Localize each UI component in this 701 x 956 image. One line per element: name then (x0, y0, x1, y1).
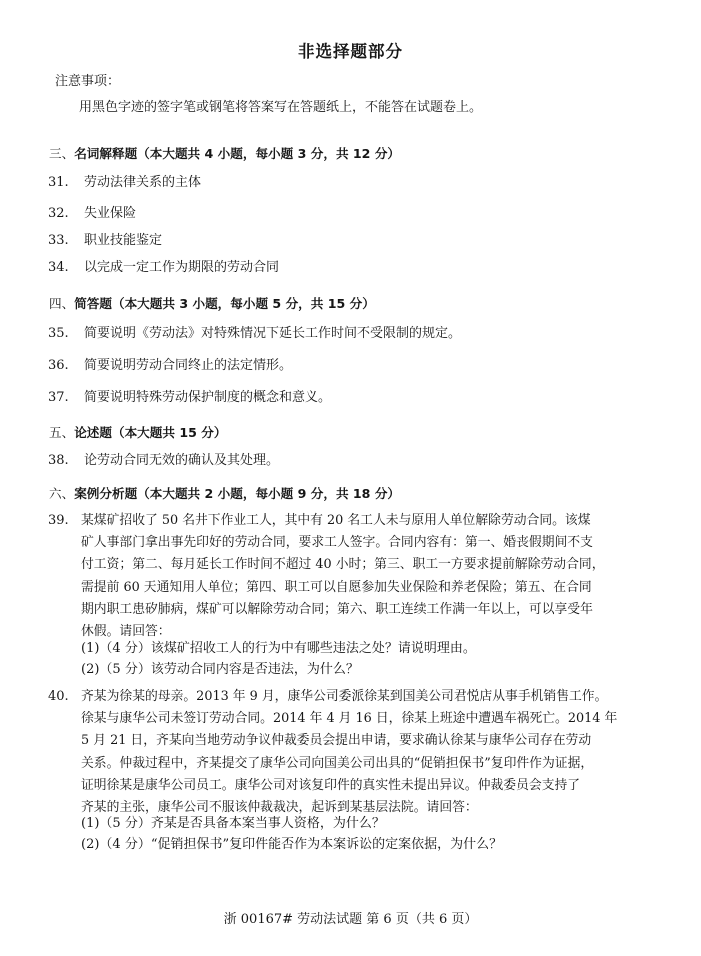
question-39-sub-1: (1)（4 分）该煤矿招收工人的行为中有哪些违法之处？请说明理由。 (81, 641, 476, 656)
case-line: 某煤矿招收了 50 名井下作业工人，其中有 20 名工人未与原用人单位解除劳动合同。该煤 (81, 513, 591, 528)
question-37 (48, 390, 331, 406)
case-line: 5 月 21 日，齐某向当地劳动争议仲裁委员会提出申请，要求确认徐某与康华公司存在劳动 (81, 733, 592, 749)
question-number: 36. (48, 358, 69, 373)
question-32 (48, 206, 136, 222)
question-text: 论劳动合同无效的确认及其处理。 (84, 453, 280, 468)
question-number: 38. (48, 453, 69, 468)
section-6-heading (49, 486, 400, 502)
section-info: （本大题共 2 小题，每小题 9 分，共 18 分） (137, 486, 401, 501)
section-name: 简答题 (74, 296, 112, 311)
page-footer: 浙 00167# 劳动法试题 第 6 页（共 6 页） (223, 912, 478, 927)
question-34 (48, 260, 279, 276)
question-number: 34. (48, 260, 69, 275)
question-text: 职业技能鉴定 (84, 233, 163, 248)
question-text: 以完成一定工作为期限的劳动合同 (84, 260, 280, 275)
section-info: （本大题共 4 小题，每小题 3 分，共 12 分） (137, 146, 401, 161)
notes-text: 用黑色字迹的签字笔或钢笔将答案写在答题纸上，不能答在试题卷上。 (79, 100, 483, 115)
question-number: 37. (48, 390, 69, 405)
question-number: 31. (48, 175, 69, 190)
section-number: 四、 (49, 296, 75, 311)
case-line: 付工资；第二、每月延长工作时间不超过 40 小时；第三、职工一方要求提前解除劳动合同， (81, 557, 605, 573)
question-31 (48, 175, 201, 191)
question-text: 简要说明劳动合同终止的法定情形。 (84, 358, 293, 373)
question-text: 劳动法律关系的主体 (84, 175, 202, 190)
section-number: 六、 (49, 486, 75, 501)
section-name: 论述题 (74, 425, 112, 440)
section-5-heading (49, 425, 226, 441)
section-number: 五、 (49, 425, 75, 440)
case-line: 需提前 60 天通知用人单位；第四、职工可以自愿参加失业保险和养老保险；第五、在合同 (81, 579, 592, 595)
section-name: 案例分析题 (74, 486, 138, 501)
question-text: 简要说明《劳动法》对特殊情况下延长工作时间不受限制的规定。 (84, 326, 462, 341)
question-text: 简要说明特殊劳动保护制度的概念和意义。 (84, 390, 332, 405)
case-line: 徐某与康华公司未签订劳动合同。2014 年 4 月 16 日，徐某上班途中遭遇车祸死亡。2014 年 (81, 711, 618, 727)
section-info: （本大题共 3 小题，每小题 5 分，共 15 分） (111, 296, 375, 311)
question-40-sub-2: (2)（4 分）“促销担保书”复印件能否作为本案诉讼的定案依据，为什么？ (81, 837, 503, 852)
question-36 (48, 358, 292, 374)
question-39-number: 39. (48, 513, 69, 528)
question-38 (48, 453, 279, 469)
case-line: 证明徐某是康华公司员工。康华公司对该复印件的真实性未提出异议。仲裁委员会支持了 (81, 777, 581, 793)
section-3-heading (49, 146, 400, 162)
case-line: 齐某为徐某的母亲。2013 年 9 月，康华公司委派徐某到国美公司君悦店从事手机销售工作。 (81, 689, 608, 704)
notes-heading: 注意事项： (55, 74, 121, 89)
question-40-case-text (81, 686, 651, 819)
page-title: 非选择题部分 (298, 42, 403, 61)
section-info: （本大题共 15 分） (111, 425, 227, 440)
case-line: 休假。请回答： (81, 624, 171, 640)
question-33 (48, 233, 162, 249)
case-line: 矿人事部门拿出事先印好的劳动合同，要求工人签字。合同内容有：第一、婚丧假期间不支 (81, 535, 593, 551)
question-text: 失业保险 (84, 206, 137, 221)
question-number: 32. (48, 206, 69, 221)
question-39-sub-2: (2)（5 分）该劳动合同内容是否违法，为什么？ (81, 662, 359, 677)
section-4-heading (49, 296, 375, 312)
question-40-sub-1: (1)（5 分）齐某是否具备本案当事人资格，为什么？ (81, 816, 385, 831)
case-line: 齐某的主张，康华公司不服该仲裁裁决，起诉到某基层法院。请回答： (81, 800, 478, 816)
question-39-case-text (81, 510, 651, 643)
question-number: 35. (48, 326, 69, 341)
question-40-number: 40. (48, 689, 69, 704)
section-number: 三、 (49, 146, 75, 161)
question-number: 33. (48, 233, 69, 248)
question-35 (48, 326, 461, 342)
case-line: 期内职工患矽肺病，煤矿可以解除劳动合同；第六、职工连续工作满一年以上，可以享受年 (81, 601, 593, 617)
case-line: 关系。仲裁过程中，齐某提交了康华公司向国美公司出具的“促销担保书”复印件作为证据， (81, 755, 594, 771)
section-name: 名词解释题 (74, 146, 138, 161)
